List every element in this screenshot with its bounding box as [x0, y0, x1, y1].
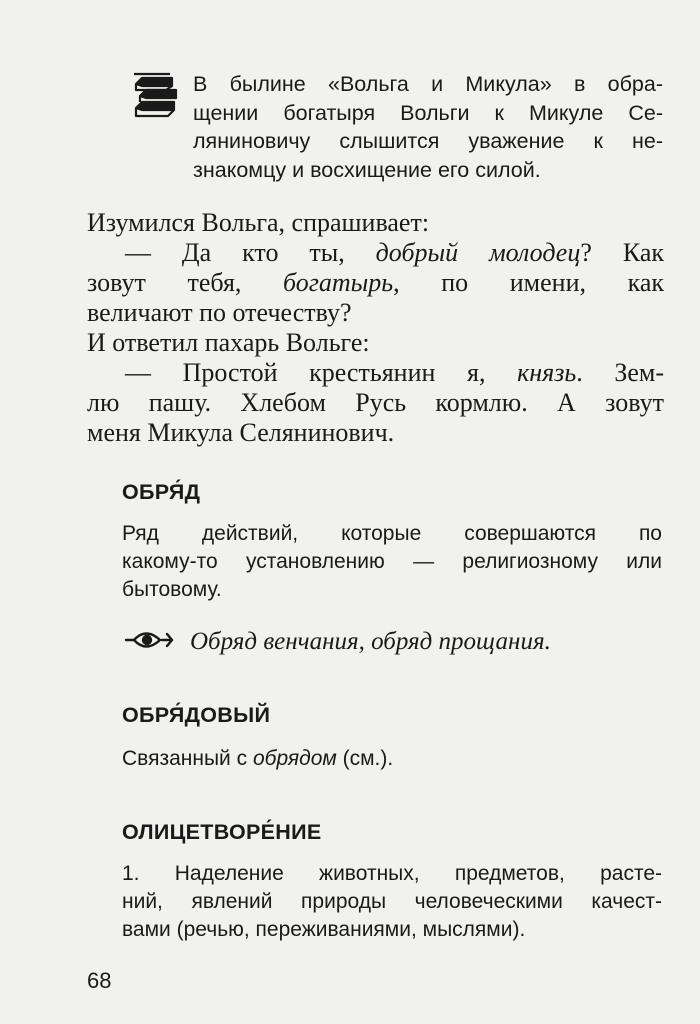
definition-obryad — [122, 520, 662, 604]
excerpt-line: Изумился Вольга, спрашивает: — [87, 208, 430, 237]
emphasis: добрый молодец — [375, 238, 581, 267]
text: . Зем- — [576, 358, 664, 387]
excerpt-line: лю пашу. Хлебом Русь кормлю. А зовут — [87, 388, 664, 417]
excerpt-line: величают по отечеству? — [87, 298, 352, 327]
note-line: ляниновичу слышится уважение к не- — [193, 129, 663, 153]
text: (см.). — [336, 747, 394, 770]
definition-obryadovy — [122, 745, 662, 773]
definition-line: вами (речью, переживаниями, мыслями). — [122, 918, 526, 941]
emphasis: князь — [517, 358, 577, 387]
term-obryad: ОБРЯ́Д — [122, 480, 201, 504]
note-line: знакомцу и восхищение его силой. — [193, 157, 541, 182]
definition-line: ний, явлений природы человеческими качест- — [122, 890, 662, 913]
excerpt-line — [87, 238, 664, 268]
text: , по имени, как — [393, 268, 665, 297]
emphasis: обрядом — [252, 747, 337, 770]
eye-arrow-icon — [122, 628, 176, 652]
example-obryad — [122, 628, 667, 656]
example-text: Обряд венчания, обряд прощания. — [190, 628, 551, 655]
text: — Да кто ты, — [125, 238, 376, 267]
excerpt-line: И ответил пахарь Вольге: — [87, 328, 370, 357]
definition-line: какому-то установлению — религиозному или — [122, 550, 662, 573]
text: — Простой крестьянин я, — [125, 358, 518, 387]
excerpt-line — [87, 268, 664, 298]
definition-olitsetvorenie — [122, 860, 662, 944]
text: Связанный с — [122, 747, 253, 770]
text: ? Как — [580, 238, 665, 267]
page-number: 68 — [87, 968, 112, 993]
term-olitsetvorenie: ОЛИЦЕТВОРЕ́НИЕ — [122, 820, 322, 844]
note-line: В былине «Вольга и Микула» в обра- — [193, 72, 663, 96]
excerpt-line: меня Микула Селянинович. — [87, 418, 395, 447]
definition-line — [122, 745, 662, 773]
note-line: щении богатыря Вольги к Микуле Се- — [193, 100, 663, 125]
text: зовут тебя, — [87, 268, 284, 297]
definition-line: Ряд действий, которые совершаются по — [122, 522, 662, 545]
author-note — [193, 70, 663, 184]
excerpt-line — [87, 358, 664, 388]
term-obryadovy: ОБРЯ́ДОВЫЙ — [122, 703, 271, 727]
books-icon — [130, 70, 182, 120]
emphasis: богатырь — [283, 268, 394, 297]
definition-line: бытовому. — [122, 578, 222, 601]
bylina-excerpt — [87, 208, 664, 448]
definition-line: 1. Наделение животных, предметов, расте- — [122, 862, 662, 885]
